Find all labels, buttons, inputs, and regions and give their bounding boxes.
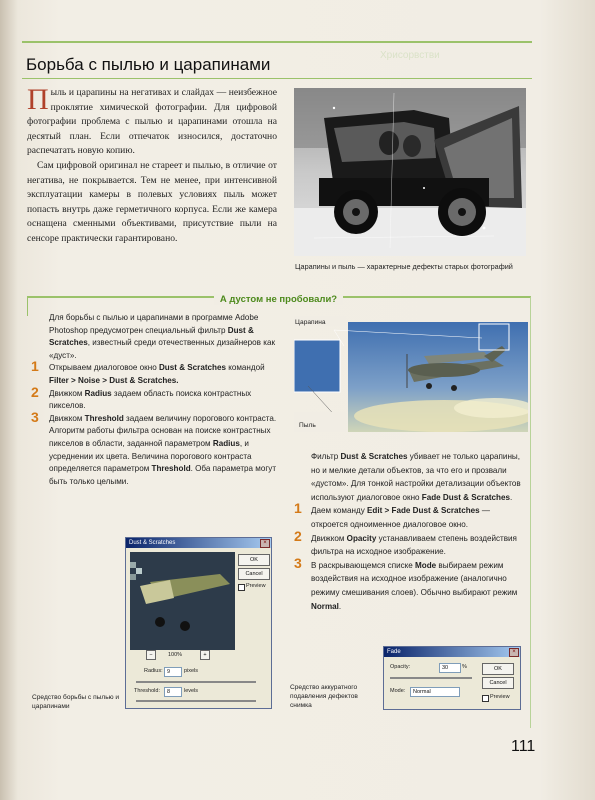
opacity-slider[interactable] — [390, 677, 472, 679]
zoom-out-button[interactable]: − — [146, 650, 156, 660]
photo1-caption: Царапины и пыль — характерные дефекты старых фотографий — [295, 262, 513, 271]
right-step-1 — [294, 500, 526, 531]
title-rule — [22, 78, 532, 79]
old-car-photo — [294, 88, 526, 256]
fade-dialog-close-icon[interactable]: × — [509, 648, 519, 657]
dust-dialog-caption: Средство борьбы с пылью и царапинами — [32, 694, 120, 710]
step-3-number: 3 — [31, 408, 39, 425]
radius-unit: pixels — [184, 668, 199, 674]
mode-label: Mode: — [390, 688, 406, 694]
opacity-unit: % — [462, 664, 467, 670]
radius-input[interactable]: 9 — [164, 667, 182, 677]
dust-dialog-preview-label: Preview — [246, 583, 266, 589]
intro-p1-text: ыль и царапины на негативах и слайдах — неизбежное проклятие химической фотографии. Для цифровой фотографии проблема с пылью и царапинами отошла на десятый план. Если отпечаток износился, достаточно распечатать новую копию. — [27, 87, 277, 157]
airplane-photo — [294, 316, 528, 436]
sidebar-right-column — [294, 450, 526, 613]
right-step-1-text: Даем команду Edit > Fade Dust & Scratches — откроется одноименное диалоговое окно. — [311, 506, 491, 529]
threshold-label: Threshold: — [134, 688, 160, 694]
fade-dialog-preview-label: Preview — [490, 694, 510, 700]
step-1-text: Открываем диалоговое окно Dust & Scratches командой Filter > Noise > Dust & Scratches. — [49, 363, 265, 385]
fade-dialog-ok-button[interactable]: OK — [482, 663, 514, 675]
threshold-unit: levels — [184, 688, 199, 694]
sidebar-heading: А дустом не пробовали? — [214, 294, 343, 305]
right-step-1-number: 1 — [294, 500, 302, 517]
mode-select[interactable]: Normal — [410, 687, 460, 697]
step-2-text: Движком Radius задаем область поиска контрастных пикселов. — [49, 388, 252, 411]
right-step-2 — [294, 527, 526, 559]
dust-dialog-cancel-button[interactable]: Cancel — [238, 568, 270, 580]
sidebar-tail: Алгоритм работы фильтра основан на поиске контрастных пикселов в области, заданной параметром Radius, и усреднении их цвета. Величина порогового контраста определяется параметром Threshold. Оба параметра могут быть только целыми. — [49, 426, 277, 486]
page-title: Борьба с пылью и царапинами — [26, 55, 271, 74]
dust-dialog-close-icon[interactable]: × — [260, 539, 270, 548]
fade-dialog-cancel-button[interactable]: Cancel — [482, 677, 514, 689]
label-dust: Пыль — [299, 422, 316, 429]
threshold-slider[interactable] — [136, 700, 256, 702]
step-1 — [31, 358, 279, 387]
zoom-in-button[interactable]: + — [200, 650, 210, 660]
dust-scratches-dialog — [125, 537, 272, 709]
dust-dialog-title: Dust & Scratches — [129, 540, 176, 546]
step-2-number: 2 — [31, 383, 39, 400]
opacity-label: Opacity: — [390, 664, 411, 670]
step-1-number: 1 — [31, 358, 39, 375]
intro-paragraph-2: Сам цифровой оригинал не стареет и пылью, в отличие от негатива, не покрывается. Тем не менее, при интенсивной эксплуатации камеры в полевых условиях пыль может попасть внутрь даже герметичного корпуса. Если же камера оснащена сменными объективами, присутствие пыли на сенсоре практически гарантировано. — [27, 159, 277, 244]
fade-dialog — [383, 646, 521, 710]
step-2 — [31, 383, 279, 413]
radius-label: Radius: — [144, 668, 163, 674]
dust-dialog-preview-image — [130, 552, 235, 650]
dust-dialog-zoom: 100% — [168, 652, 183, 658]
right-step-2-text: Движком Opacity устанавливаем степень воздействия фильтра на исходное изображение. — [311, 533, 517, 557]
header-ghost-text: Хрисорвстви — [380, 50, 440, 61]
dust-dialog-ok-button[interactable]: OK — [238, 554, 270, 566]
drop-cap: П — [27, 83, 49, 116]
label-scratch: Царапина — [295, 319, 326, 326]
intro-text — [27, 83, 277, 247]
fade-dialog-title: Fade — [387, 649, 401, 655]
right-lead: Фильтр Dust & Scratches убивает не только царапины, но и мелкие детали объектов, за что его и прозвали «дустом». Для тонкой настройки детализации объектов используют диалоговое окно Fade Dust & Scratches. — [311, 452, 521, 502]
dust-dialog-preview-checkbox[interactable] — [238, 584, 245, 591]
page-number: 111 — [511, 738, 536, 755]
right-step-3 — [294, 554, 526, 613]
dust-dialog-titlebar — [126, 538, 271, 548]
radius-slider[interactable] — [136, 681, 256, 683]
right-step-3-text: В раскрывающемся списке Mode выбираем режим воздействия на исходное изображение (аналогично режиму смешивания слоев). Обычно выбирают режим Normal. — [311, 560, 518, 611]
opacity-input[interactable]: 30 — [439, 663, 461, 673]
threshold-input[interactable]: 8 — [164, 687, 182, 697]
top-rule — [22, 41, 532, 43]
sidebar-heading-wrap — [27, 289, 530, 307]
fade-dialog-preview-checkbox[interactable] — [482, 695, 489, 702]
step-3-text: Движком Threshold задаем величину порогового контраста. — [49, 413, 277, 423]
sidebar-lead: Для борьбы с пылью и царапинами в программе Adobe Photoshop предусмотрен специальный фильтр Dust & Scratches, известный среди отечественных дизайнеров как «дуст». — [49, 313, 275, 360]
intro-paragraph-1 — [27, 83, 277, 159]
step-3 — [31, 408, 279, 426]
sidebar-left-column — [31, 312, 279, 488]
fade-dialog-caption: Средство аккуратного подавления дефектов снимка — [290, 684, 358, 709]
fade-dialog-titlebar — [384, 647, 520, 657]
right-step-3-number: 3 — [294, 554, 302, 571]
right-step-2-number: 2 — [294, 527, 302, 544]
